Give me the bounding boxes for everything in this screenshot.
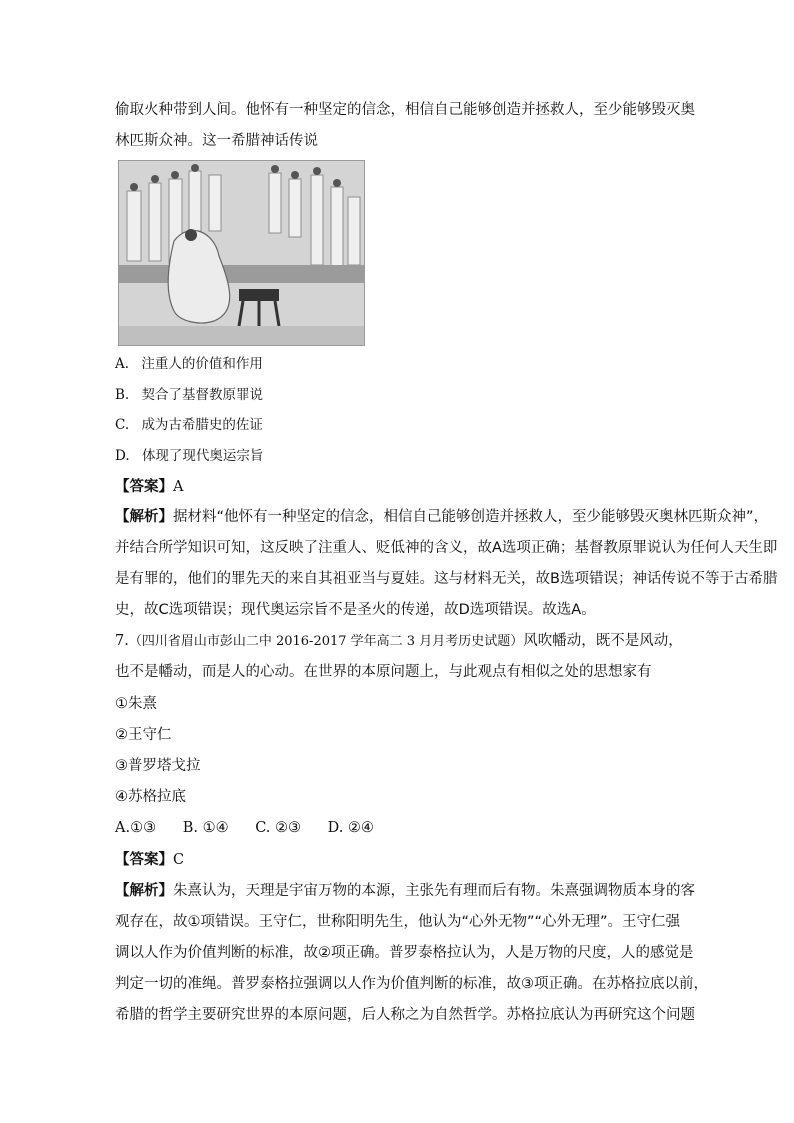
option-text: 注重人的价值和作用 <box>141 356 263 372</box>
choice-c: C. ②③ <box>255 820 301 836</box>
q7-stem-line-1 <box>115 631 683 652</box>
q6-option-a <box>115 354 263 374</box>
photo-illustration <box>119 161 364 345</box>
question-stem: 风吹幡动，既不是风动， <box>523 633 683 649</box>
q7-stem-line-2: 也不是幡动，而是人的心动。在世界的本原问题上，与此观点有相似之处的思想家有 <box>115 664 652 680</box>
question-source: （四川省眉山市彭山二中 2016-2017 学年高二 3 月月考历史试题） <box>128 634 524 649</box>
option-letter: A. <box>115 356 130 372</box>
choice-b: B. ①④ <box>182 820 229 836</box>
q6-analysis-line-3: 是有罪的，他们的罪先天的来自其祖亚当与夏娃。这与材料无关，故B选项错误；神话传说不等于古希腊 <box>115 571 778 587</box>
q6-answer <box>115 477 183 497</box>
choice-d: D. ②④ <box>327 820 374 836</box>
q7-analysis-line-3: 调以人作为价值判断的标准，故②项正确。普罗泰格拉认为，人是万物的尺度，人的感觉是 <box>115 945 694 961</box>
q6-analysis-line-2: 并结合所学知识可知，这反映了注重人、贬低神的含义，故A选项正确；基督教原罪说认为任何人天生即 <box>115 540 778 556</box>
answer-tag: 【答案】 <box>115 479 173 495</box>
q6-analysis-line-4: 史，故C选项错误；现代奥运宗旨不是圣火的传递，故D选项错误。故选A。 <box>115 602 596 618</box>
q6-analysis-line-1 <box>115 507 768 527</box>
photo-image <box>118 160 365 346</box>
q7-choices <box>115 818 374 838</box>
answer-tag: 【答案】 <box>115 852 173 868</box>
option-letter: D. <box>115 448 130 464</box>
q7-answer <box>115 850 184 870</box>
analysis-text: 据材料“他怀有一种坚定的信念，相信自己能够创造并拯救人，至少能够毁灭奥林匹斯众神”， <box>173 509 769 525</box>
q7-item-1: ①朱熹 <box>115 696 157 712</box>
q7-analysis-line-1 <box>115 881 695 901</box>
answer-value: A <box>173 479 184 495</box>
intro-line-1: 偷取火种带到人间。他怀有一种坚定的信念，相信自己能够创造并拯救人，至少能够毁灭奥 <box>115 102 695 118</box>
q7-item-2: ②王守仁 <box>115 727 172 743</box>
option-letter: C. <box>115 417 130 433</box>
option-text: 契合了基督教原罪说 <box>141 387 264 403</box>
q7-item-3: ③普罗塔戈拉 <box>115 758 201 774</box>
q7-analysis-line-5: 希腊的哲学主要研究世界的本原问题，后人称之为自然哲学。苏格拉底认为再研究这个问题 <box>115 1007 695 1023</box>
q7-item-4: ④苏格拉底 <box>115 789 186 805</box>
q6-option-b <box>115 385 263 405</box>
q7-analysis-line-2: 观存在，故①项错误。王守仁，世称阳明先生，他认为“心外无物”“心外无理”。王守仁强 <box>115 914 681 930</box>
q7-analysis-line-4: 判定一切的准绳。普罗泰格拉强调以人作为价值判断的标准，故③项正确。在苏格拉底以前， <box>115 976 708 992</box>
analysis-tag: 【解析】 <box>115 509 173 525</box>
option-text: 体现了现代奥运宗旨 <box>141 448 264 464</box>
q6-option-c <box>115 415 263 435</box>
analysis-tag: 【解析】 <box>115 883 173 899</box>
option-letter: B. <box>115 387 130 403</box>
analysis-text: 朱熹认为，天理是宇宙万物的本源，主张先有理而后有物。朱熹强调物质本身的客 <box>173 883 695 899</box>
intro-line-2: 林匹斯众神。这一希腊神话传说 <box>115 133 318 149</box>
q6-option-d <box>115 446 263 466</box>
option-text: 成为古希腊史的佐证 <box>141 417 263 433</box>
answer-value: C <box>173 852 185 868</box>
choice-a: A.①③ <box>115 820 157 836</box>
question-number: 7. <box>115 633 129 649</box>
